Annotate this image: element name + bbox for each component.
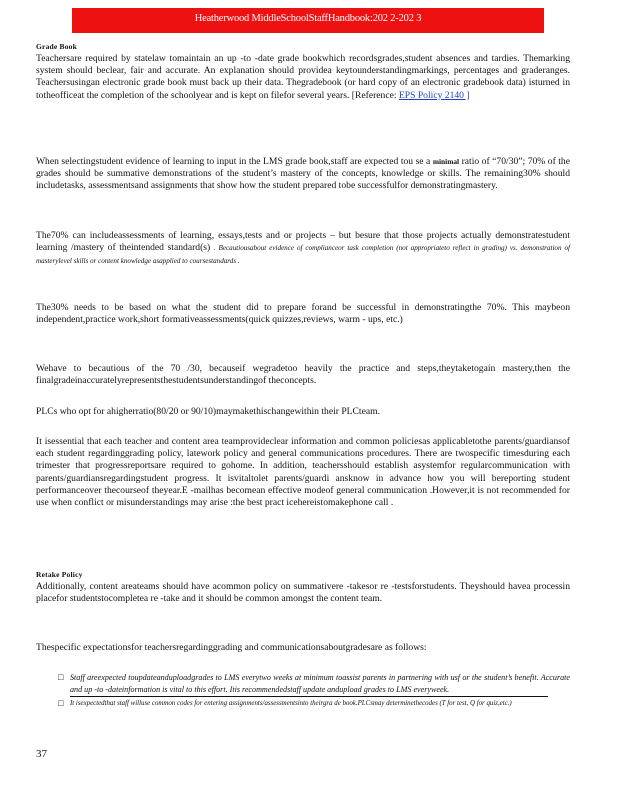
ratio-paragraph (36, 156, 570, 193)
communication-section (36, 436, 570, 509)
seventy-italic-note: . Becautiousabout evidence of complianceor task completion (not appropriateto reflect in grading) vs. demonstration of masterylevel skills or content knowledge asapplied to coursestandards . (36, 244, 570, 265)
seventy-percent-paragraph (36, 230, 570, 267)
plcs-section (36, 406, 570, 418)
communication-paragraph: It isessential that each teacher and content area teamprovideclear information and common policiesas applicabletothe parents/guardiansof each student regardinggrading policy, latework policy and general communications procedures. There are twospecific timesduring each trimester that progressreportsare required to gohome. In addition, teachersshould establish asystemfor regularcommunication with parents/guardiansregardingstudent progress. It isvitaltolet parents/guardi ansknow in advance how you will bereporting student performanceover thecourseof theyear.E -mailhas becomean effective modeof general communication .However,it is not recommended for use when conflict or misunderstandings may arise :the best pract icehereistomakephone call . (36, 436, 570, 509)
page-number: 37 (36, 748, 47, 760)
checkbox-bullet-icon: □ (58, 698, 64, 709)
bullet-text-update-grades: Staff areexpected toupdateanduploadgrades to LMS everytwo weeks at minimum toassist parents in partnering with usf or the student’s benefit. Accurate and up -to -dateinformation is vital to this effort. Itis recommendedstaff update andupload grades to LMS everyweek. (70, 673, 570, 694)
plcs-paragraph: PLCs who opt for ahigherratio(80/20 or 90/10)maymakethischangewithin their PLCteam. (36, 406, 380, 417)
ratio-lead: When selectingstudent evidence of learning to input in the LMS grade book,staff are expected tou se a (36, 156, 431, 167)
seventy-lead: The70% can includeassessments of learning, essays,tests and or projects – but besure that those projects actually demonstratestudent learning /mastery of theintended standard(s) (36, 230, 570, 254)
cautious-section (36, 363, 570, 387)
ratio-minimal: minimal (432, 157, 460, 166)
retake-policy-heading: Retake Policy (36, 570, 83, 579)
bullet-item-update-grades (36, 672, 570, 695)
expectations-section (36, 642, 570, 654)
checkbox-bullet-icon: □ (58, 672, 64, 682)
bullet-text-common-codes: It isexpectedthat staff willuse common codes for entering assignments/assessmentsinto theirgra de book.PLCsmay determinethecodes (T for test, Q for quiz,etc.) (70, 700, 512, 708)
retake-policy-paragraph: Additionally, content areateams should have acommon policy on summativere -takesor re -testsforstudents. Theyshould havea processin placefor studentstocompletea re -take and it should be common amongst the content team. (36, 581, 570, 605)
retake-policy-section (36, 570, 570, 605)
grade-book-paragraph (36, 53, 570, 102)
handbook-title: Heatherwood MiddleSchoolStaffHandbook:202 2-202 3 (194, 13, 422, 24)
seventy-percent-section (36, 230, 570, 267)
ratio-rest: ratio of “70/30”; 70% of the grades should be summative demonstrations of the student’s mastery of the concepts, knowledge or skills. The remaining30% should includetasks, assessmentsand assignments that show how the student prepared tobe successfulfor demonstratingmastery. (36, 156, 570, 192)
handbook-header-bar (72, 8, 544, 33)
eps-policy-link[interactable]: EPS Policy 2140 ] (398, 89, 470, 101)
divider-line (70, 696, 548, 697)
thirty-percent-paragraph: The30% needs to be based on what the student did to prepare forand be successful in demonstratingthe 70%. This maybeon independent,practice work,short formativeassessments(quick quizzes,reviews, warm - ups, etc.) (36, 302, 570, 326)
expectations-bullet-list (36, 672, 570, 710)
grade-book-heading: Grade Book (36, 42, 77, 51)
thirty-percent-section (36, 302, 570, 326)
expectations-paragraph: Thespecific expectationsfor teachersregardinggrading and communicationsaboutgradesare as follows: (36, 642, 427, 653)
ratio-section (36, 156, 570, 193)
grade-book-section (36, 42, 570, 102)
bullet-item-common-codes (36, 698, 570, 710)
cautious-paragraph: Wehave to becautious of the 70 /30, becauseif wegradetoo heavily the practice and steps,theytaketogain mastery,then the finalgradeinaccuratelyrepresentsthestudentsunderstandingof theconcepts. (36, 363, 570, 387)
grade-book-text: Teachersare required by statelaw tomaintain an up -to -date grade bookwhich recordsgrades,student absences and tardies. Themarking system should beclear, fair and accurate. An explanation should providea keytounderstandingmarkings, percentages and graderanges. Teachersusingan electronic grade book must back up their data. Thegradebook (or hard copy of an electronic gradebook data) isturned in totheofficeat the completion of the schoolyear and is kept on filefor several years. [Reference: (36, 53, 570, 101)
